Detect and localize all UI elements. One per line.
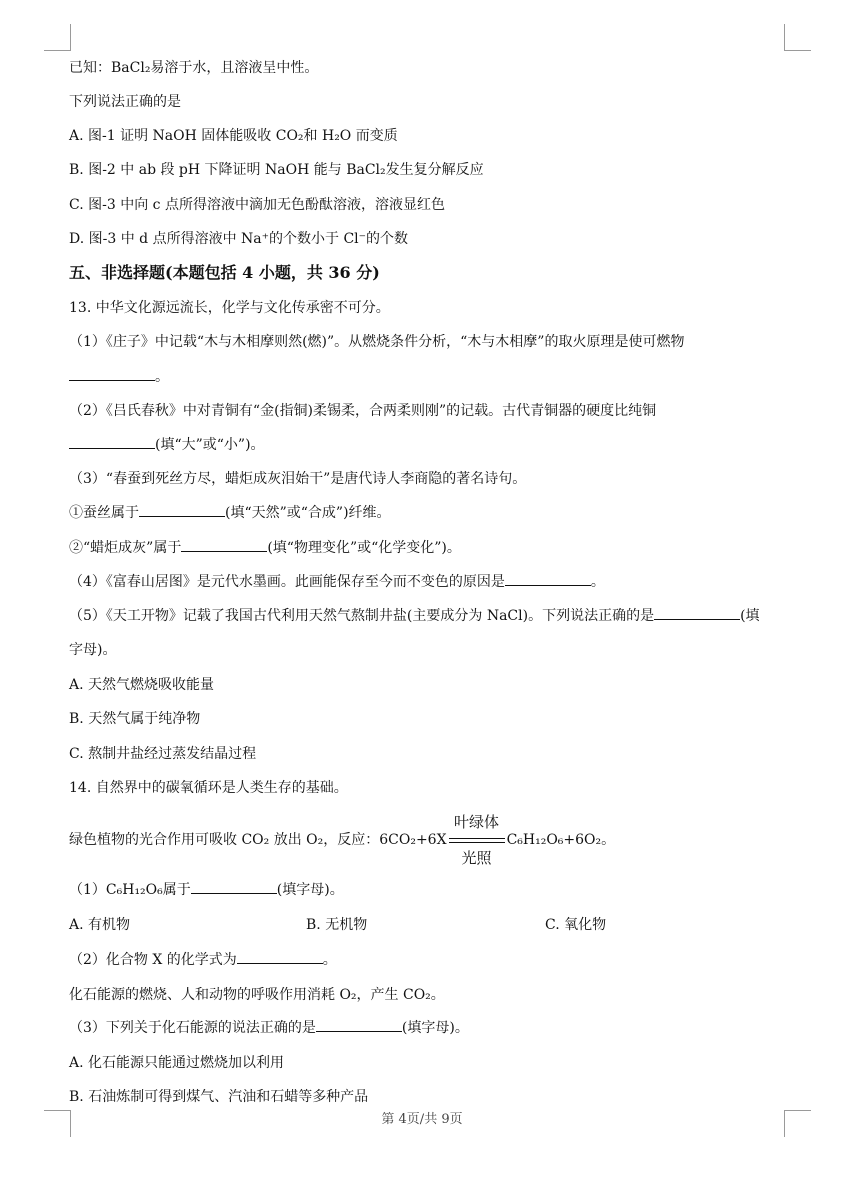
option-a: A. 图-1 证明 NaOH 固体能吸收 CO₂和 H₂O 而变质 — [69, 128, 398, 144]
option-b: B. 天然气属于纯净物 — [69, 711, 201, 727]
question-13-3-2: ②“蜡炬成灰”属于 (填“物理变化”或“化学变化”)。 — [69, 540, 461, 556]
question-14: 14. 自然界中的碳氧循环是人类生存的基础。 — [69, 780, 348, 796]
text-line: 化石能源的燃烧、人和动物的呼吸作用消耗 O₂，产生 CO₂。 — [69, 987, 445, 1003]
answer-blank[interactable] — [316, 1018, 402, 1032]
text-line: 下列说法正确的是 — [69, 94, 181, 110]
option-b: B. 图-2 中 ab 段 pH 下降证明 NaOH 能与 BaCl₂发生复分解反应 — [69, 162, 484, 178]
option-c: C. 熬制井盐经过蒸发结晶过程 — [69, 746, 257, 762]
option-a: A. 天然气燃烧吸收能量 — [69, 677, 215, 693]
option-a: A. 有机物 — [69, 917, 131, 933]
reaction-condition: $\frac{\text{叶绿体}}{\text{光照}}$ — [449, 812, 505, 868]
question-13: 13. 中华文化源远流长，化学与文化传承密不可分。 — [69, 300, 390, 316]
text-line: 已知：BaCl₂易溶于水，且溶液呈中性。 — [69, 60, 319, 76]
question-13-5: （5）《天工开物》记载了我国古代利用天然气熬制井盐(主要成分为 NaCl)。下列说法正确的是 (填 — [69, 608, 760, 624]
answer-blank[interactable] — [237, 950, 323, 964]
answer-line: (填“大”或“小”)。 — [69, 435, 265, 455]
answer-blank[interactable] — [654, 606, 740, 620]
option-b: B. 无机物 — [306, 917, 368, 933]
option-b: B. 石油炼制可得到煤气、汽油和石蜡等多种产品 — [69, 1089, 369, 1105]
section-heading: 五、非选择题(本题包括 4 小题，共 36 分) — [69, 263, 380, 282]
answer-blank[interactable] — [505, 572, 591, 586]
option-c: C. 氧化物 — [545, 917, 607, 933]
answer-blank[interactable] — [69, 367, 155, 381]
question-13-4: （4）《富春山居图》是元代水墨画。此画能保存至今而不变色的原因是 。 — [69, 574, 605, 590]
option-c: C. 图-3 中向 c 点所得溶液中滴加无色酚酞溶液，溶液显红色 — [69, 197, 445, 213]
text-line: 字母)。 — [69, 642, 117, 658]
option-a: A. 化石能源只能通过燃烧加以利用 — [69, 1055, 285, 1071]
photosynthesis-equation: 绿色植物的光合作用可吸收 CO₂ 放出 O₂，反应：6CO₂+6X $\frac{\text{叶绿体}}{\text{光照}}$ C₆H₁₂O₆+6O₂。 — [69, 813, 616, 867]
answer-blank[interactable] — [181, 538, 267, 552]
answer-blank[interactable] — [191, 880, 277, 894]
question-14-2: （2）化合物 X 的化学式为 。 — [69, 952, 337, 968]
answer-line: 。 — [69, 367, 169, 387]
question-14-1: （1）C₆H₁₂O₆属于 (填字母)。 — [69, 882, 344, 898]
question-14-3: （3）下列关于化石能源的说法正确的是 (填字母)。 — [69, 1020, 469, 1036]
option-d: D. 图-3 中 d 点所得溶液中 Na⁺的个数小于 Cl⁻的个数 — [69, 231, 409, 247]
question-13-3-1: ①蚕丝属于 (填“天然”或“合成”)纤维。 — [69, 505, 391, 521]
answer-blank[interactable] — [139, 503, 225, 517]
question-13-1: （1）《庄子》中记载“木与木相摩则然(燃)”。从燃烧条件分析，“木与木相摩”的取火原理是使可燃物 — [69, 334, 685, 350]
answer-blank[interactable] — [69, 435, 155, 449]
crop-mark-top-right — [784, 24, 811, 51]
question-13-3: （3）“春蚕到死丝方尽，蜡炬成灰泪始干”是唐代诗人李商隐的著名诗句。 — [69, 471, 527, 487]
crop-mark-top-left — [44, 24, 71, 51]
question-13-2: （2）《吕氏春秋》中对青铜有“金(指铜)柔锡柔，合两柔则刚”的记载。古代青铜器的硬度比纯铜 — [69, 403, 657, 419]
page-footer: 第 4页/共 9页 — [381, 1112, 463, 1127]
